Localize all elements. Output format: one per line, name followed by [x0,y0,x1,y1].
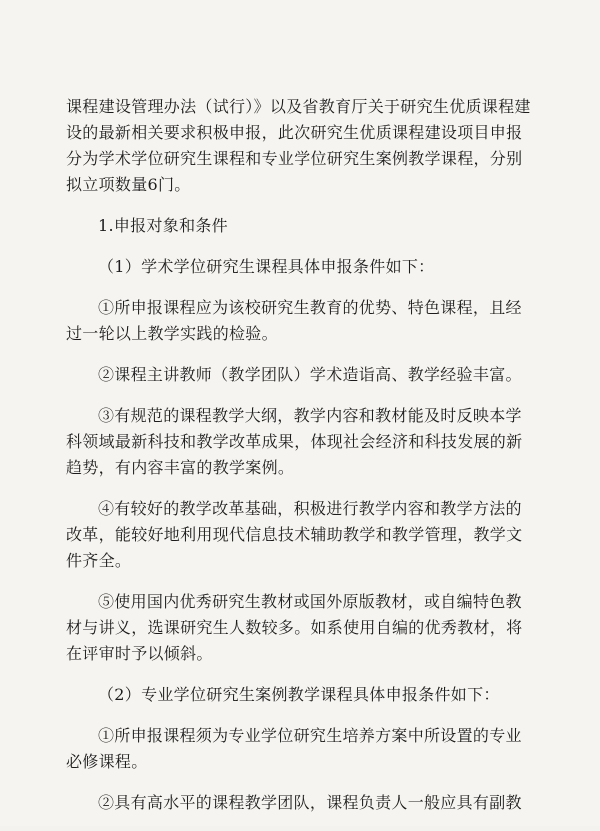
paragraph-intro: 课程建设管理办法（试行）》以及省教育厅关于研究生优质课程建设的最新相关要求积极申报，此次研究生优质课程建设项目申报分为学术学位研究生课程和专业学位研究生案例教学课程，分别拟立项数量6门。 [66,97,531,194]
condition-item-4: ④有较好的教学改革基础，积极进行教学内容和教学方法的改革，能较好地利用现代信息技术辅助教学和教学管理，教学文件齐全。 [66,499,523,570]
professional-condition-item-1: ①所申报课程须为专业学位研究生培养方案中所设置的专业必修课程。 [66,726,522,771]
subsection-heading-academic: （1）学术学位研究生课程具体申报条件如下： [98,257,435,276]
condition-item-5: ⑤使用国内优秀研究生教材或国外原版教材，或自编特色教材与讲义，选课研究生人数较多。如系使用自编的优秀教材，将在评审时予以倾斜。 [66,592,523,663]
section-heading-application: 1.申报对象和条件 [98,216,228,235]
condition-item-1: ①所申报课程应为该校研究生教育的优势、特色课程，且经过一轮以上教学实践的检验。 [66,298,522,343]
subsection-heading-professional: （2）专业学位研究生案例教学课程具体申报条件如下： [98,685,500,704]
condition-item-2: ②课程主讲教师（教学团队）学术造诣高、教学经验丰富。 [98,365,522,384]
condition-item-3: ③有规范的课程教学大纲，教学内容和教材能及时反映本学科领域最新科技和教学改革成果，体现社会经济和科技发展的新趋势，有内容丰富的教学案例。 [66,406,523,477]
body-text [66,94,538,831]
professional-condition-item-2: ②具有高水平的课程教学团队，课程负责人一般应具有副教 [98,793,522,812]
